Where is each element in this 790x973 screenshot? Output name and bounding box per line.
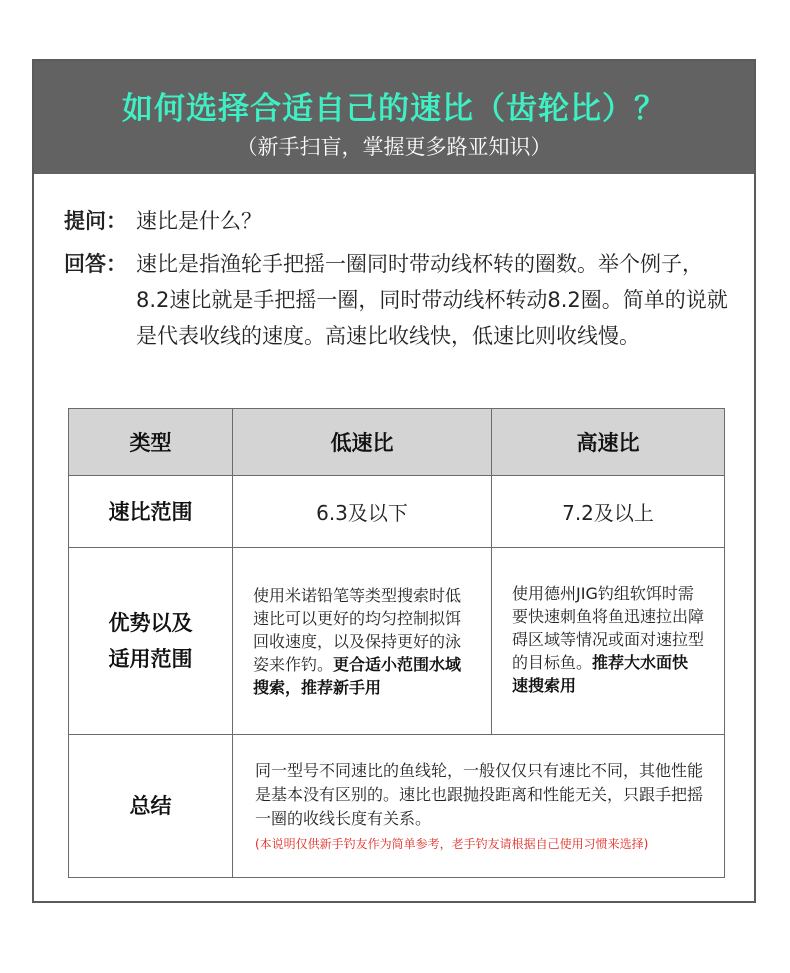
- answer-block: [64, 246, 734, 354]
- high-ratio-value: 7.2及以上: [492, 476, 725, 548]
- table-row-advantage: [69, 548, 725, 735]
- comparison-table: [68, 408, 725, 878]
- answer-text: 速比是指渔轮手把摇一圈同时带动线杯转的圈数。举个例子，8.2速比就是手把摇一圈，同时带动线杯转动8.2圈。简单的说就是代表收线的速度。高速比收线快，低速比则收线慢。: [136, 252, 728, 348]
- header-high-ratio: 高速比: [492, 409, 725, 476]
- ratio-range-label: 速比范围: [69, 476, 233, 548]
- summary-label: 总结: [69, 735, 233, 878]
- summary-note: (本说明仅供新手钓友作为简单参考，老手钓友请根据自己使用习惯来选择): [255, 837, 649, 851]
- table-row-ratio: [69, 476, 725, 548]
- low-ratio-text: 使用米诺铅笔等类型搜索时低速比可以更好的均匀控制拟饵回收速度，以及保持更好的泳姿来作钓。: [253, 585, 462, 674]
- header-banner: [34, 61, 754, 174]
- table-row-summary: [69, 735, 725, 878]
- page-title: 如何选择合适自己的速比（齿轮比）？: [122, 91, 666, 127]
- info-card: [32, 59, 756, 903]
- advantage-label-line2: 适用范围: [108, 647, 193, 671]
- question-text: 速比是什么？: [136, 209, 262, 233]
- page-subtitle: （新手扫盲，掌握更多路亚知识）: [236, 135, 552, 159]
- summary-text: 同一型号不同速比的鱼线轮，一般仅仅只有速比不同，其他性能是基本没有区别的。速比也跟抛投距离和性能无关，只跟手把摇一圈的收线长度有关系。: [255, 761, 704, 828]
- advantage-label-line1: 优势以及: [108, 611, 193, 635]
- high-ratio-recommendation: 推荐大水面快速搜索用: [512, 653, 689, 695]
- table-header-row: [69, 409, 725, 476]
- high-ratio-text: 使用德州JIG钓组软饵时需要快速刺鱼将鱼迅速拉出障碍区域等情况或面对速拉型的目标鱼。: [512, 584, 705, 672]
- question-block: [64, 203, 734, 239]
- low-ratio-value: 6.3及以下: [233, 476, 492, 548]
- low-ratio-description: [233, 548, 492, 735]
- question-label: 提问：: [64, 209, 127, 233]
- advantage-label: [69, 548, 233, 735]
- low-ratio-recommendation: 更合适小范围水域搜索，推荐新手用: [253, 654, 462, 697]
- high-ratio-description: [492, 548, 725, 735]
- header-type: 类型: [69, 409, 233, 476]
- header-low-ratio: 低速比: [233, 409, 492, 476]
- summary-cell: [233, 735, 725, 878]
- answer-label: 回答：: [64, 252, 127, 276]
